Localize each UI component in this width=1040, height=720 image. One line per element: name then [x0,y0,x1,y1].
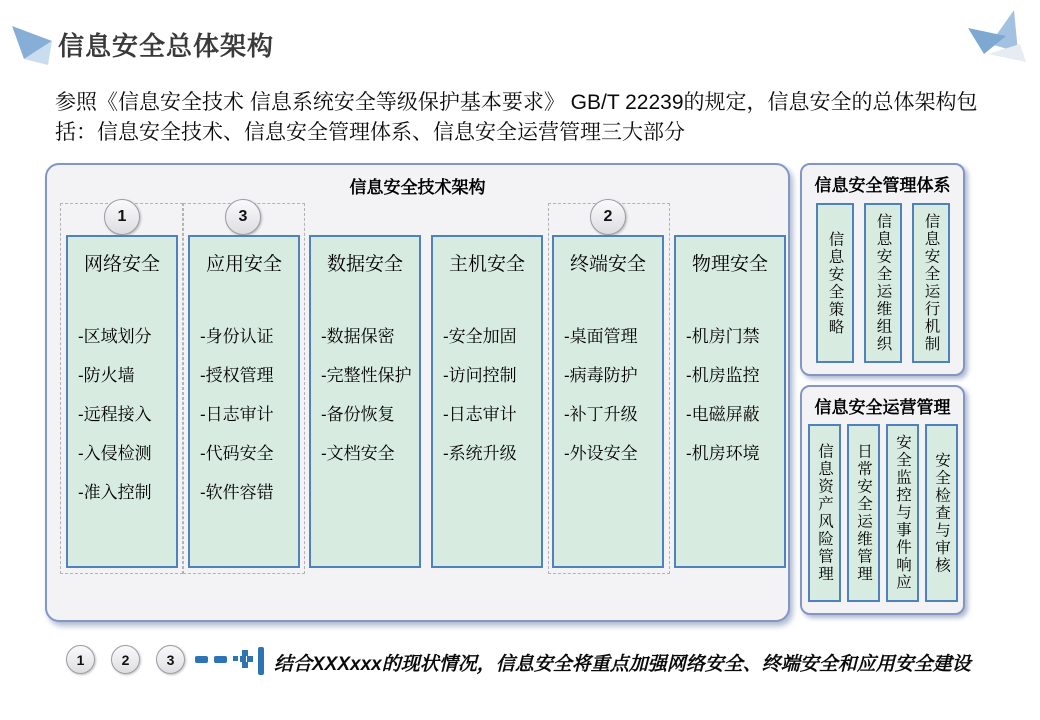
capability-item: -机房环境 [686,444,760,463]
priority-badge-network: 1 [104,199,140,235]
operation-strip [925,424,958,602]
column-items [686,317,782,473]
column-physical-security [674,235,786,568]
column-items [78,317,174,512]
strip-label: 信息资产风险管理 [816,443,833,583]
operation-management-title: 信息安全运营管理 [814,398,951,417]
pixel-arrow-icon [233,648,255,670]
dashed-arrow-segment [214,656,227,663]
capability-item: -远程接入 [78,405,152,424]
paper-plane-icon [948,6,1032,78]
capability-item: -补丁升级 [564,405,638,424]
title-arrow-icon [8,16,60,68]
column-data-security [309,235,421,568]
management-system-panel [800,163,965,376]
tech-architecture-title: 信息安全技术架构 [349,178,486,197]
capability-item: -系统升级 [443,444,517,463]
column-items [321,317,417,473]
operation-strip [847,424,880,602]
dashed-arrow-segment [195,656,208,663]
legend-badge-2: 2 [111,645,140,674]
column-title: 终端安全 [569,254,646,275]
priority-badge-terminal: 2 [590,199,626,235]
capability-item: -授权管理 [200,366,274,385]
column-items [443,317,539,473]
column-network-security [66,235,178,568]
column-title: 物理安全 [691,254,768,275]
priority-badge-application: 3 [225,199,261,235]
legend-badge-1: 1 [66,645,95,674]
strip-label: 日常安全运维管理 [855,443,872,583]
management-strip [912,203,950,363]
capability-item: -机房监控 [686,366,760,385]
legend-badge-3: 3 [156,645,185,674]
column-title: 网络安全 [83,254,160,275]
strip-label: 安全检查与审核 [933,451,950,575]
tech-architecture-panel [45,163,790,622]
capability-item: -代码安全 [200,444,274,463]
capability-item: -电磁屏蔽 [686,405,760,424]
capability-item: -病毒防护 [564,366,638,385]
column-items [564,317,660,473]
column-terminal-security [552,235,664,568]
capability-item: -文档安全 [321,444,395,463]
capability-item: -日志审计 [443,405,517,424]
capability-item: -防火墙 [78,366,135,385]
column-title: 数据安全 [326,254,403,275]
column-host-security [431,235,543,568]
capability-item: -外设安全 [564,444,638,463]
management-strip [816,203,854,363]
operation-strips [802,424,963,602]
strip-label: 信息安全运行机制 [922,213,940,353]
capability-item: -备份恢复 [321,405,395,424]
capability-item: -入侵检测 [78,444,152,463]
capability-item: -软件容错 [200,483,274,502]
capability-item: -日志审计 [200,405,274,424]
column-title: 主机安全 [448,254,525,275]
operation-strip [808,424,841,602]
strip-label: 信息安全策略 [826,230,844,336]
capability-item: -准入控制 [78,483,152,502]
column-title: 应用安全 [205,254,282,275]
accent-bar [258,647,264,675]
column-application-security [188,235,300,568]
strip-label: 安全监控与事件响应 [894,434,911,592]
intro-text: 参照《信息安全技术 信息系统安全等级保护基本要求》 GB/T 22239的规定，信息安全的总体架构包括：信息安全技术、信息安全管理体系、信息安全运营管理三大部分 [55,91,978,144]
capability-item: -访问控制 [443,366,517,385]
management-strip [864,203,902,363]
capability-item: -完整性保护 [321,366,412,385]
capability-item: -身份认证 [200,327,274,346]
management-system-title: 信息安全管理体系 [814,176,951,195]
capability-item: -安全加固 [443,327,517,346]
capability-item: -数据保密 [321,327,395,346]
capability-item: -区域划分 [78,327,152,346]
management-strips [802,203,963,363]
operation-strip [886,424,919,602]
capability-item: -桌面管理 [564,327,638,346]
footer-note: 结合XXXxxx的现状情况，信息安全将重点加强网络安全、终端安全和应用安全建设 [274,654,971,675]
operation-management-panel [800,385,965,615]
page-title: 信息安全总体架构 [58,31,275,61]
column-items [200,317,296,512]
capability-item: -机房门禁 [686,327,760,346]
strip-label: 信息安全运维组织 [874,213,892,353]
